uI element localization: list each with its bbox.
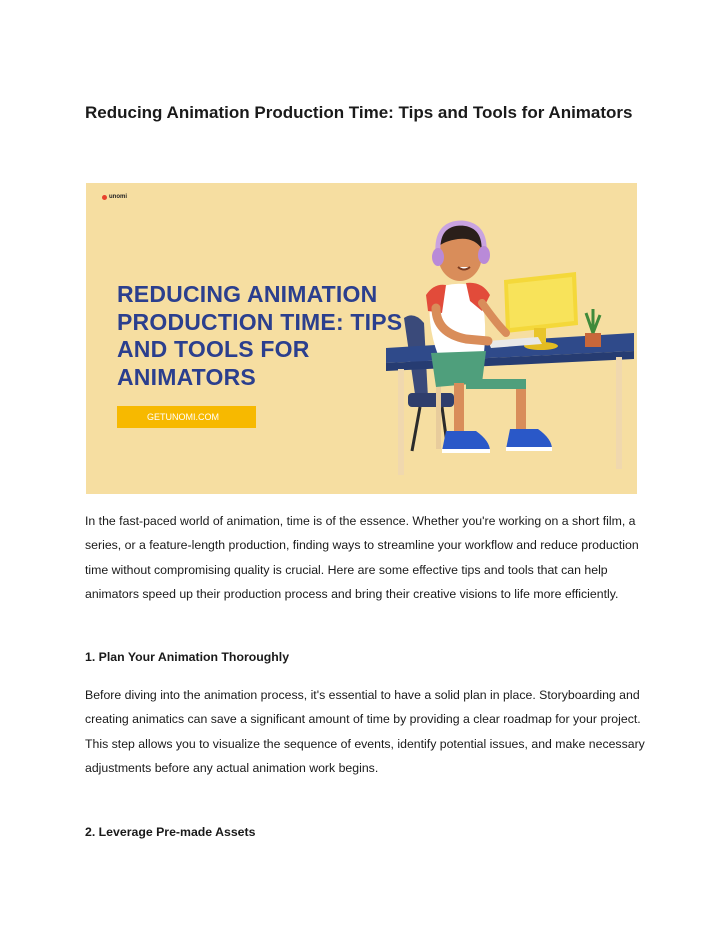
section-heading-assets: 2. Leverage Pre-made Assets: [85, 825, 256, 839]
page-title: Reducing Animation Production Time: Tips and Tools for Animators: [85, 103, 633, 122]
hero-headline: REDUCING ANIMATION PRODUCTION TIME: TIPS AND TOOLS FOR ANIMATORS: [117, 281, 403, 390]
section-heading-plan: 1. Plan Your Animation Thoroughly: [85, 650, 290, 664]
brand-name: unomi: [109, 194, 127, 200]
section-body-plan: Before diving into the animation process, it's essential to have a solid plan in place. Storyboarding and creating animatics can save a significant amount of time by providing a clear roadmap for your project. This step allows you to visualize the sequence of events, identify potential issues, and make necessary adjustments before any actual animation work begins.: [85, 688, 645, 776]
brand-logo: [102, 194, 127, 200]
intro-paragraph: In the fast-paced world of animation, time is of the essence. Whether you're working on a short film, a series, or a feature-length production, finding ways to streamline your workflow and reduce production time without compromising quality is crucial. Here are some effective tips and tools that can help animators speed up their production process and bring their creative visions to life more efficiently.: [85, 514, 639, 602]
hero-url-badge: GETUNOMI.COM: [117, 406, 256, 428]
brand-dot-icon: [102, 195, 107, 200]
hero-image: [86, 183, 637, 494]
